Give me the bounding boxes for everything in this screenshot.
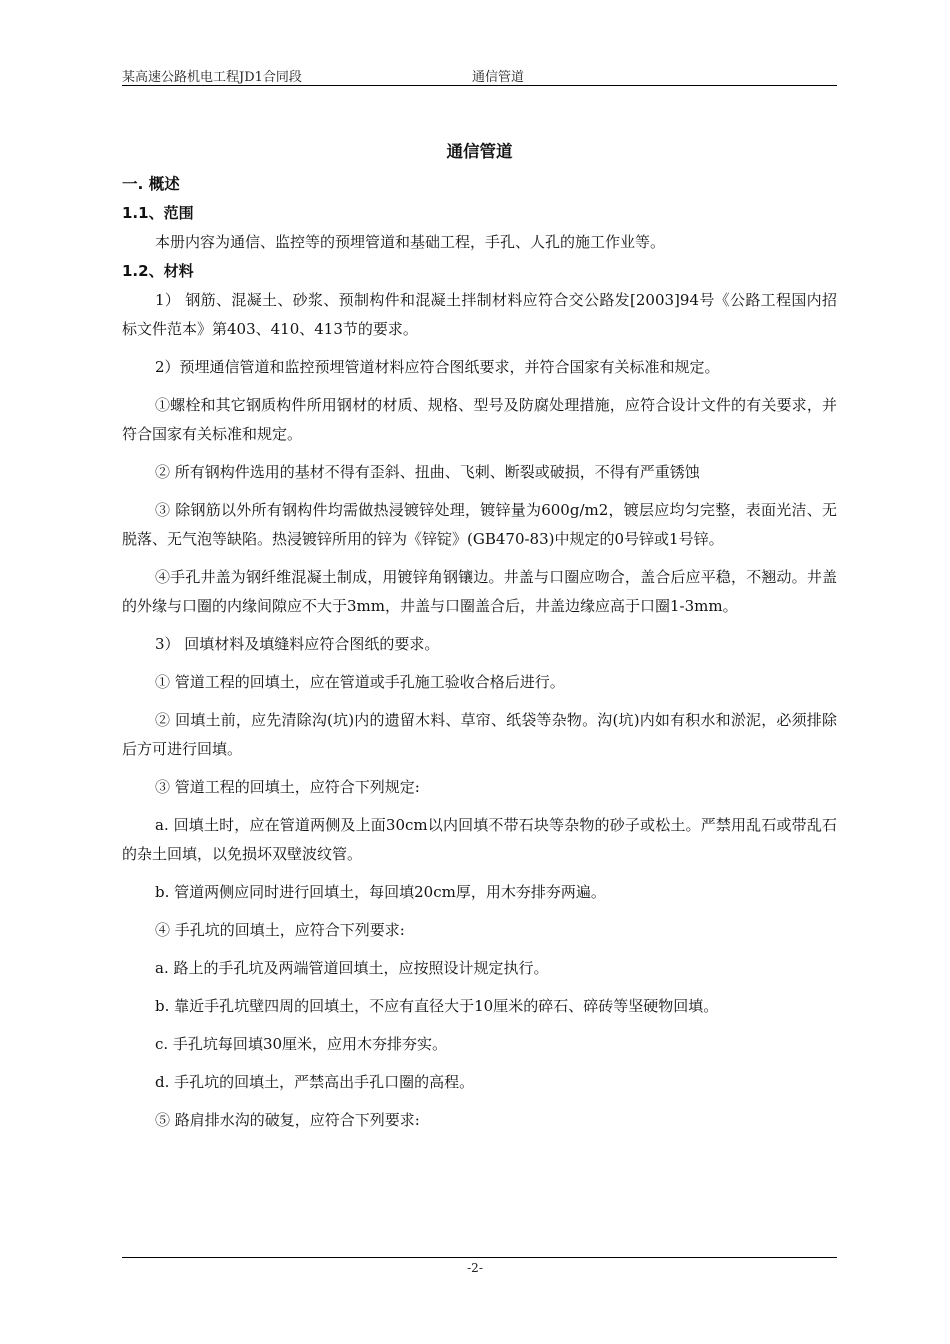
material-paragraph-6: ④手孔井盖为钢纤维混凝土制成，用镀锌角钢镶边。井盖与口圈应吻合，盖合后应平稳，不翘动。井盖的外缘与口圈的内缘间隙应不大于3mm，井盖与口圈盖合后，井盖边缘应高于口圈1-3mm。 xyxy=(122,568,837,615)
page-number: -2- xyxy=(467,1261,483,1275)
material-paragraph-10: ③ 管道工程的回填土，应符合下列规定: xyxy=(155,778,420,796)
material-paragraph-17: d. 手孔坑的回填土，严禁高出手孔口圈的高程。 xyxy=(155,1073,475,1091)
material-paragraph-12: b. 管道两侧应同时进行回填土，每回填20cm厚，用木夯排夯两遍。 xyxy=(155,883,606,901)
material-paragraph-2: 2）预埋通信管道和监控预埋管道材料应符合图纸要求，并符合国家有关标准和规定。 xyxy=(155,358,720,376)
material-paragraph-7: 3） 回填材料及填缝料应符合图纸的要求。 xyxy=(155,635,440,653)
material-paragraph-8: ① 管道工程的回填土，应在管道或手孔施工验收合格后进行。 xyxy=(155,673,565,691)
document-body xyxy=(122,132,837,1135)
subsection-heading-materials: 1.2、材料 xyxy=(122,262,194,280)
footer-divider xyxy=(122,1257,837,1258)
page-title: 通信管道 xyxy=(446,142,513,161)
material-paragraph-11: a. 回填土时，应在管道两侧及上面30cm以内回填不带石块等杂物的砂子或松土。严禁用乱石或带乱石的杂土回填，以免损坏双壁波纹管。 xyxy=(122,816,837,863)
material-paragraph-18: ⑤ 路肩排水沟的破复，应符合下列要求: xyxy=(155,1111,420,1129)
section-heading-overview: 一. 概述 xyxy=(122,175,180,193)
material-paragraph-3: ①螺栓和其它钢质构件所用钢材的材质、规格、型号及防腐处理措施，应符合设计文件的有关要求，并符合国家有关标准和规定。 xyxy=(122,396,837,443)
page-header xyxy=(122,64,837,86)
material-paragraph-13: ④ 手孔坑的回填土，应符合下列要求: xyxy=(155,921,405,939)
header-chapter-name: 通信管道 xyxy=(472,70,525,85)
subsection-heading-scope: 1.1、范围 xyxy=(122,204,194,222)
header-project-name: 某高速公路机电工程JD1合同段 xyxy=(122,70,302,85)
material-paragraph-4: ② 所有钢构件选用的基材不得有歪斜、扭曲、飞刺、断裂或破损，不得有严重锈蚀 xyxy=(155,463,700,481)
material-paragraph-14: a. 路上的手孔坑及两端管道回填土，应按照设计规定执行。 xyxy=(155,959,549,977)
material-paragraph-1: 1） 钢筋、混凝土、砂浆、预制构件和混凝土拌制材料应符合交公路发[2003]94号《公路工程国内招标文件范本》第403、410、413节的要求。 xyxy=(122,291,837,338)
material-paragraph-16: c. 手孔坑每回填30厘米，应用木夯排夯实。 xyxy=(155,1035,448,1053)
header-divider xyxy=(122,85,837,86)
material-paragraph-9: ② 回填土前，应先清除沟(坑)内的遗留木料、草帘、纸袋等杂物。沟(坑)内如有积水和淤泥，必须排除后方可进行回填。 xyxy=(122,711,837,758)
scope-paragraph: 本册内容为通信、监控等的预埋管道和基础工程，手孔、人孔的施工作业等。 xyxy=(155,233,666,251)
material-paragraph-15: b. 靠近手孔坑壁四周的回填土，不应有直径大于10厘米的碎石、碎砖等坚硬物回填。 xyxy=(155,997,719,1015)
material-paragraph-5: ③ 除钢筋以外所有钢构件均需做热浸镀锌处理，镀锌量为600g/m2，镀层应均匀完整，表面光洁、无脱落、无气泡等缺陷。热浸镀锌所用的锌为《锌锭》(GB470-83)中规定的0号锌或1号锌。 xyxy=(122,501,837,548)
